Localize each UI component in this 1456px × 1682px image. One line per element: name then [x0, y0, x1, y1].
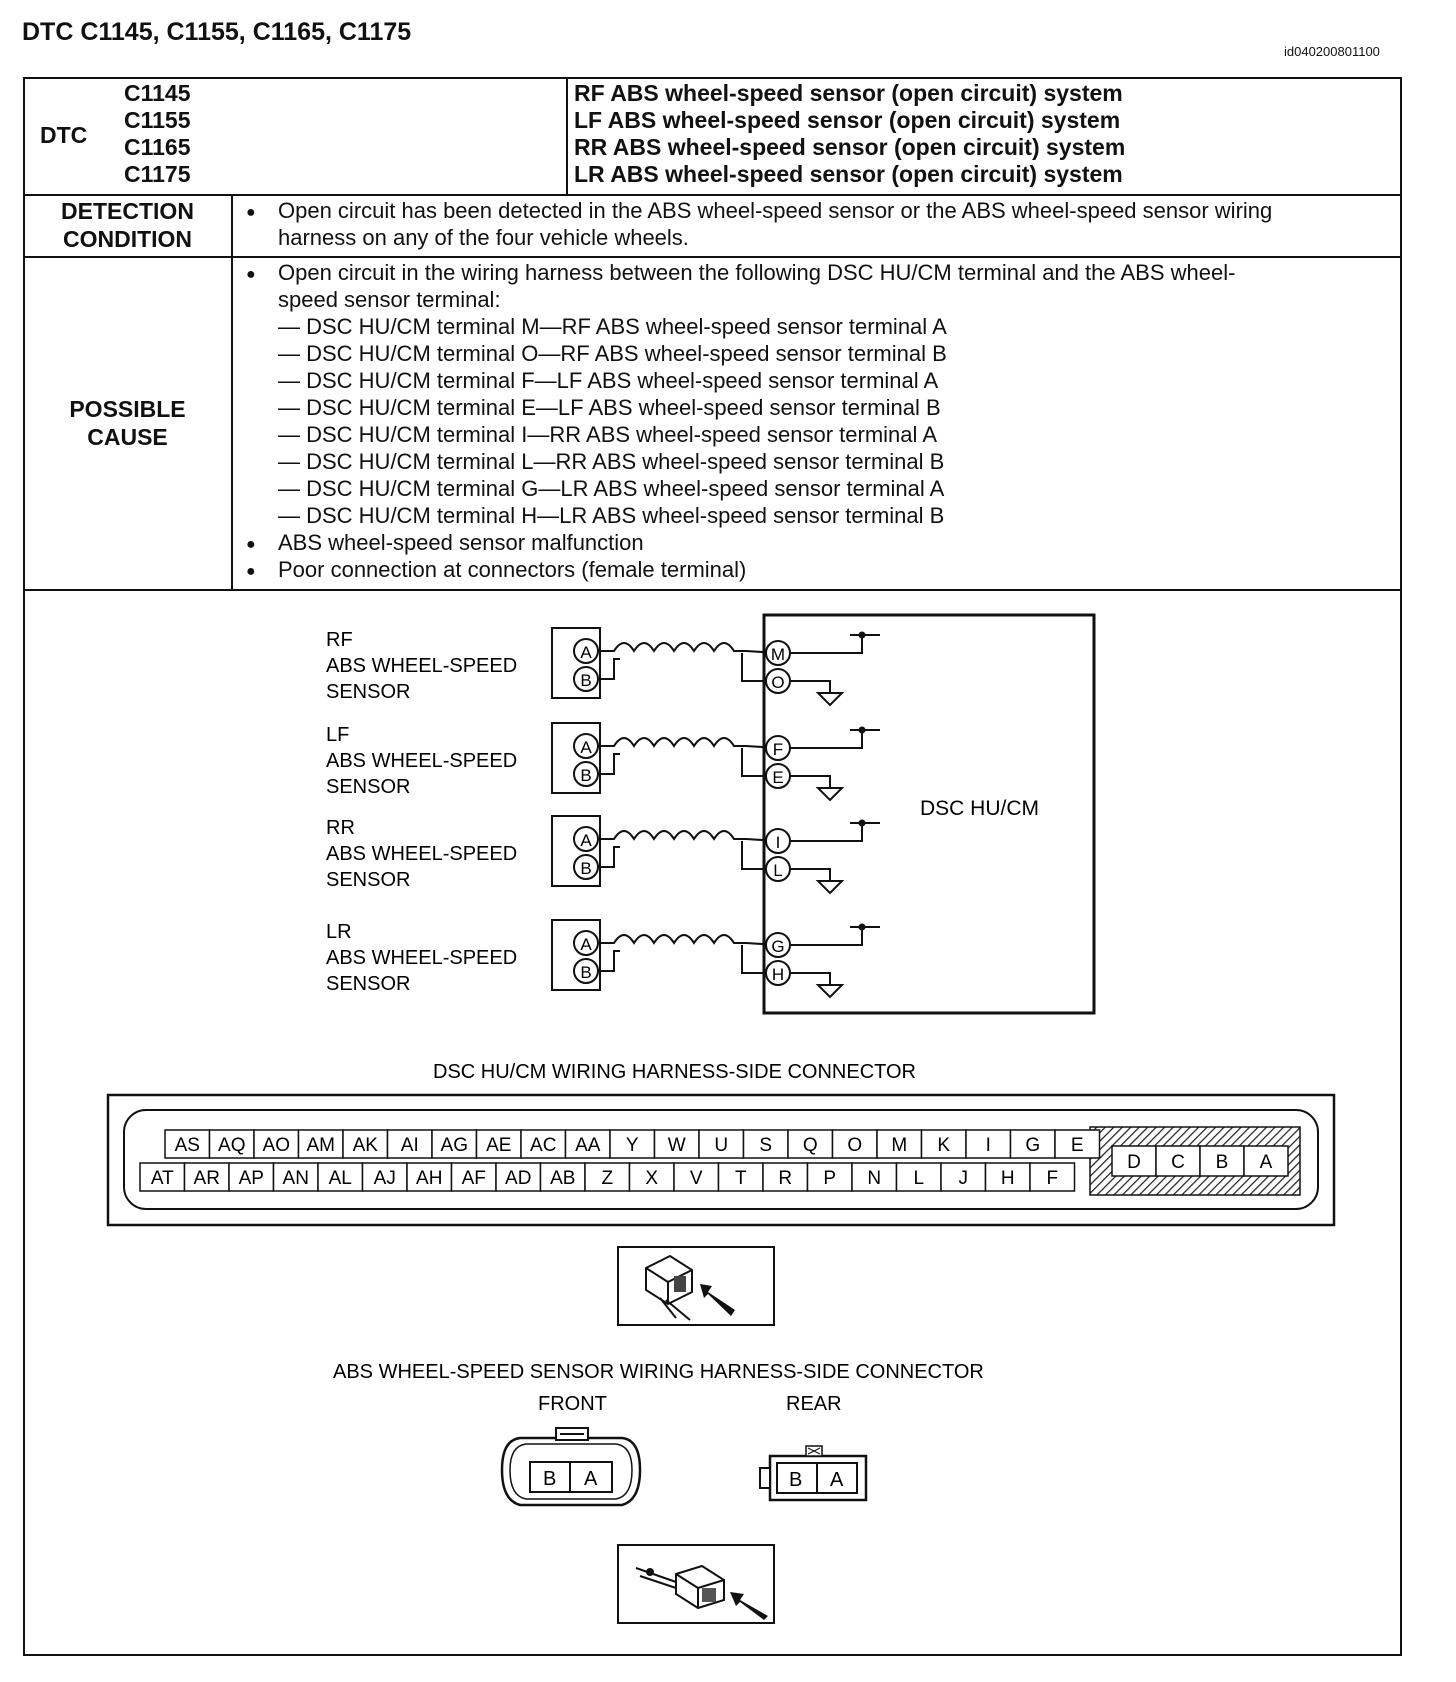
sensor-connector-title: ABS WHEEL-SPEED SENSOR WIRING HARNESS-SIDE CONNECTOR	[333, 1361, 984, 1383]
dtc-description: LF ABS wheel-speed sensor (open circuit) system	[574, 107, 1121, 133]
dtc-description: LR ABS wheel-speed sensor (open circuit) system	[574, 161, 1123, 187]
text-line: Open circuit in the wiring harness between the following DSC HU/CM terminal and the ABS wheel-	[278, 260, 1236, 285]
hu-pin-label: T	[734, 1168, 747, 1189]
module-terminal-label: L	[773, 861, 783, 880]
document-id: id040200801100	[1284, 44, 1380, 59]
wire-b	[598, 847, 620, 867]
hu-pin-label: P	[823, 1168, 837, 1189]
hu-pin-label: AB	[550, 1168, 576, 1189]
hu-pin-label: E	[1070, 1135, 1084, 1156]
text-line: speed sensor terminal:	[278, 287, 501, 312]
front-pin-b: B	[543, 1468, 557, 1490]
sensor-group-list	[326, 628, 880, 997]
cause-item: — DSC HU/CM terminal L—RR ABS wheel-speed sensor terminal B	[278, 449, 945, 474]
hu-large-pin-label: D	[1127, 1152, 1141, 1173]
twisted-wire	[598, 738, 778, 748]
hu-pin-label: Z	[601, 1168, 614, 1189]
supply-node	[859, 727, 866, 734]
cause-item: — DSC HU/CM terminal G—LR ABS wheel-speed sensor terminal A	[278, 476, 945, 501]
module-terminal-label: O	[771, 673, 785, 692]
ground-icon	[790, 776, 842, 800]
sensor-position-label: RF	[326, 629, 353, 651]
hu-pin-label: O	[847, 1135, 863, 1156]
hu-pin-label: AE	[486, 1135, 512, 1156]
bullet-icon: ●	[246, 563, 256, 580]
twisted-wire	[598, 935, 778, 945]
dtc-label: DTC	[40, 122, 88, 148]
hu-pin-label: S	[759, 1135, 773, 1156]
sensor-position-label: RR	[326, 817, 355, 839]
hu-pin-label: U	[714, 1135, 729, 1156]
hu-pin-label: I	[985, 1135, 991, 1156]
sensor-pin-a-label: A	[580, 643, 592, 662]
hu-pin-label: AK	[352, 1135, 378, 1156]
hu-pin-label: AL	[328, 1168, 352, 1189]
hu-pin-label: H	[1000, 1168, 1015, 1189]
hu-pin-label: J	[958, 1168, 968, 1189]
sensor-position-label: LR	[326, 921, 352, 943]
supply-node	[859, 924, 866, 931]
hu-pin-label: V	[689, 1168, 703, 1189]
wire-return	[742, 653, 764, 681]
module-terminal-label: I	[775, 833, 781, 852]
dtc-code: C1165	[124, 134, 191, 160]
module-terminal-label: G	[771, 937, 785, 956]
bullet-icon: ●	[246, 536, 256, 553]
hu-pin-label: AT	[150, 1168, 174, 1189]
sensor-group-lr	[326, 920, 880, 997]
sensor-group-lf	[326, 723, 880, 800]
hu-pin-label: AA	[575, 1135, 601, 1156]
sensor-pin-b-label: B	[580, 671, 592, 690]
dtc-description: RR ABS wheel-speed sensor (open circuit) system	[574, 134, 1126, 160]
sensor-pin-b-label: B	[580, 963, 592, 982]
sensor-group-rf	[326, 628, 880, 705]
hu-pin-label: W	[667, 1135, 686, 1156]
dtc-code: C1145	[124, 80, 191, 106]
hu-pin-label: AN	[282, 1168, 309, 1189]
hu-pin-label: AR	[193, 1168, 220, 1189]
dtc-code: C1155	[124, 107, 191, 133]
supply-node	[859, 632, 866, 639]
rear-pin-b: B	[789, 1469, 803, 1491]
dtc-description: RF ABS wheel-speed sensor (open circuit) system	[574, 80, 1123, 106]
label-line: CAUSE	[87, 424, 168, 450]
hu-pin-label: AD	[505, 1168, 532, 1189]
hu-large-pin-label: A	[1259, 1152, 1273, 1173]
hu-pin-label: AI	[400, 1135, 419, 1156]
supply-line	[790, 823, 880, 841]
hu-pin-label: AQ	[218, 1135, 246, 1156]
hu-pin-label: AO	[262, 1135, 290, 1156]
wire-return	[742, 841, 764, 869]
sensor-pin-a-label: A	[580, 935, 592, 954]
rear-label: REAR	[786, 1393, 842, 1415]
twisted-wire	[598, 831, 778, 841]
cause-bullet: ABS wheel-speed sensor malfunction	[278, 530, 644, 555]
hu-pin-label: Q	[802, 1135, 818, 1156]
wire-b	[598, 754, 620, 774]
hu-pin-label: M	[891, 1135, 908, 1156]
cause-item: — DSC HU/CM terminal M—RF ABS wheel-speed sensor terminal A	[278, 314, 947, 339]
hu-pin-label: F	[1046, 1168, 1059, 1189]
bullet-icon: ●	[246, 266, 256, 283]
hu-pin-label: G	[1025, 1135, 1041, 1156]
hu-large-pin-label: C	[1171, 1152, 1185, 1173]
wire-b	[598, 659, 620, 679]
hu-pin-label: X	[645, 1168, 659, 1189]
text-line: harness on any of the four vehicle wheels.	[278, 225, 689, 250]
cause-item: — DSC HU/CM terminal I—RR ABS wheel-speed sensor terminal A	[278, 422, 937, 447]
module-terminal-label: E	[772, 768, 784, 787]
ground-icon	[790, 973, 842, 997]
supply-line	[790, 730, 880, 748]
cause-item: — DSC HU/CM terminal H—LR ABS wheel-speed sensor terminal B	[278, 503, 945, 528]
module-label: DSC HU/CM	[920, 797, 1039, 820]
sensor-word-label: SENSOR	[326, 973, 411, 995]
hu-pin-label: AP	[238, 1168, 264, 1189]
front-connector	[502, 1428, 640, 1505]
cause-bullet: Poor connection at connectors (female terminal)	[278, 557, 747, 582]
sensor-word-label: SENSOR	[326, 681, 411, 703]
sensor-type-label: ABS WHEEL-SPEED	[326, 750, 518, 772]
hu-pin-label: AS	[174, 1135, 200, 1156]
text-line: Open circuit has been detected in the ABS wheel-speed sensor or the ABS wheel-speed sensor wiring	[278, 198, 1273, 223]
label-line: POSSIBLE	[69, 396, 186, 422]
sensor-pin-b-label: B	[580, 859, 592, 878]
twisted-wire	[598, 643, 778, 653]
hu-pin-label: K	[937, 1135, 951, 1156]
hu-pin-label: AF	[461, 1168, 486, 1189]
wire-return	[742, 748, 764, 776]
sensor-word-label: SENSOR	[326, 776, 411, 798]
front-pin-a: A	[584, 1468, 598, 1490]
sensor-group-rr	[326, 816, 880, 893]
hu-pin-label: Y	[625, 1135, 639, 1156]
supply-node	[859, 820, 866, 827]
ground-icon	[790, 869, 842, 893]
page-title: DTC C1145, C1155, C1165, C1175	[22, 18, 412, 46]
hu-pin-label: L	[913, 1168, 925, 1189]
bullet-icon: ●	[246, 204, 256, 221]
supply-line	[790, 635, 880, 653]
ground-icon	[790, 681, 842, 705]
hu-large-pin-label: B	[1215, 1152, 1229, 1173]
hu-pin-label: AM	[306, 1135, 335, 1156]
hu-pin-label: AJ	[373, 1168, 396, 1189]
sensor-pin-a-label: A	[580, 738, 592, 757]
hu-pin-label: AC	[530, 1135, 557, 1156]
sensor-pin-b-label: B	[580, 766, 592, 785]
wire-b	[598, 951, 620, 971]
label-line: CONDITION	[62, 226, 193, 252]
label-line: DETECTION	[61, 198, 194, 224]
cause-item: — DSC HU/CM terminal E—LF ABS wheel-speed sensor terminal B	[278, 395, 941, 420]
connector-view-icon	[618, 1247, 774, 1325]
front-label: FRONT	[538, 1393, 607, 1415]
rear-pin-a: A	[830, 1469, 844, 1491]
wire-return	[742, 945, 764, 973]
sensor-position-label: LF	[326, 724, 350, 746]
sensor-type-label: ABS WHEEL-SPEED	[326, 947, 518, 969]
cause-item: — DSC HU/CM terminal F—LF ABS wheel-speed sensor terminal A	[278, 368, 939, 393]
dtc-code: C1175	[124, 161, 191, 187]
hu-connector-title: DSC HU/CM WIRING HARNESS-SIDE CONNECTOR	[433, 1061, 916, 1083]
supply-line	[790, 927, 880, 945]
sensor-word-label: SENSOR	[326, 869, 411, 891]
module-terminal-label: F	[772, 740, 784, 759]
rear-connector	[760, 1446, 866, 1500]
sensor-pin-a-label: A	[580, 831, 592, 850]
module-terminal-label: M	[770, 645, 786, 664]
hu-pin-label: AG	[440, 1135, 468, 1156]
hu-pin-label: R	[778, 1168, 793, 1189]
sensor-type-label: ABS WHEEL-SPEED	[326, 655, 518, 677]
sensor-type-label: ABS WHEEL-SPEED	[326, 843, 518, 865]
cause-item: — DSC HU/CM terminal O—RF ABS wheel-speed sensor terminal B	[278, 341, 947, 366]
hu-pin-label: AH	[416, 1168, 443, 1189]
module-terminal-label: H	[771, 965, 785, 984]
hu-pin-label: N	[867, 1168, 882, 1189]
